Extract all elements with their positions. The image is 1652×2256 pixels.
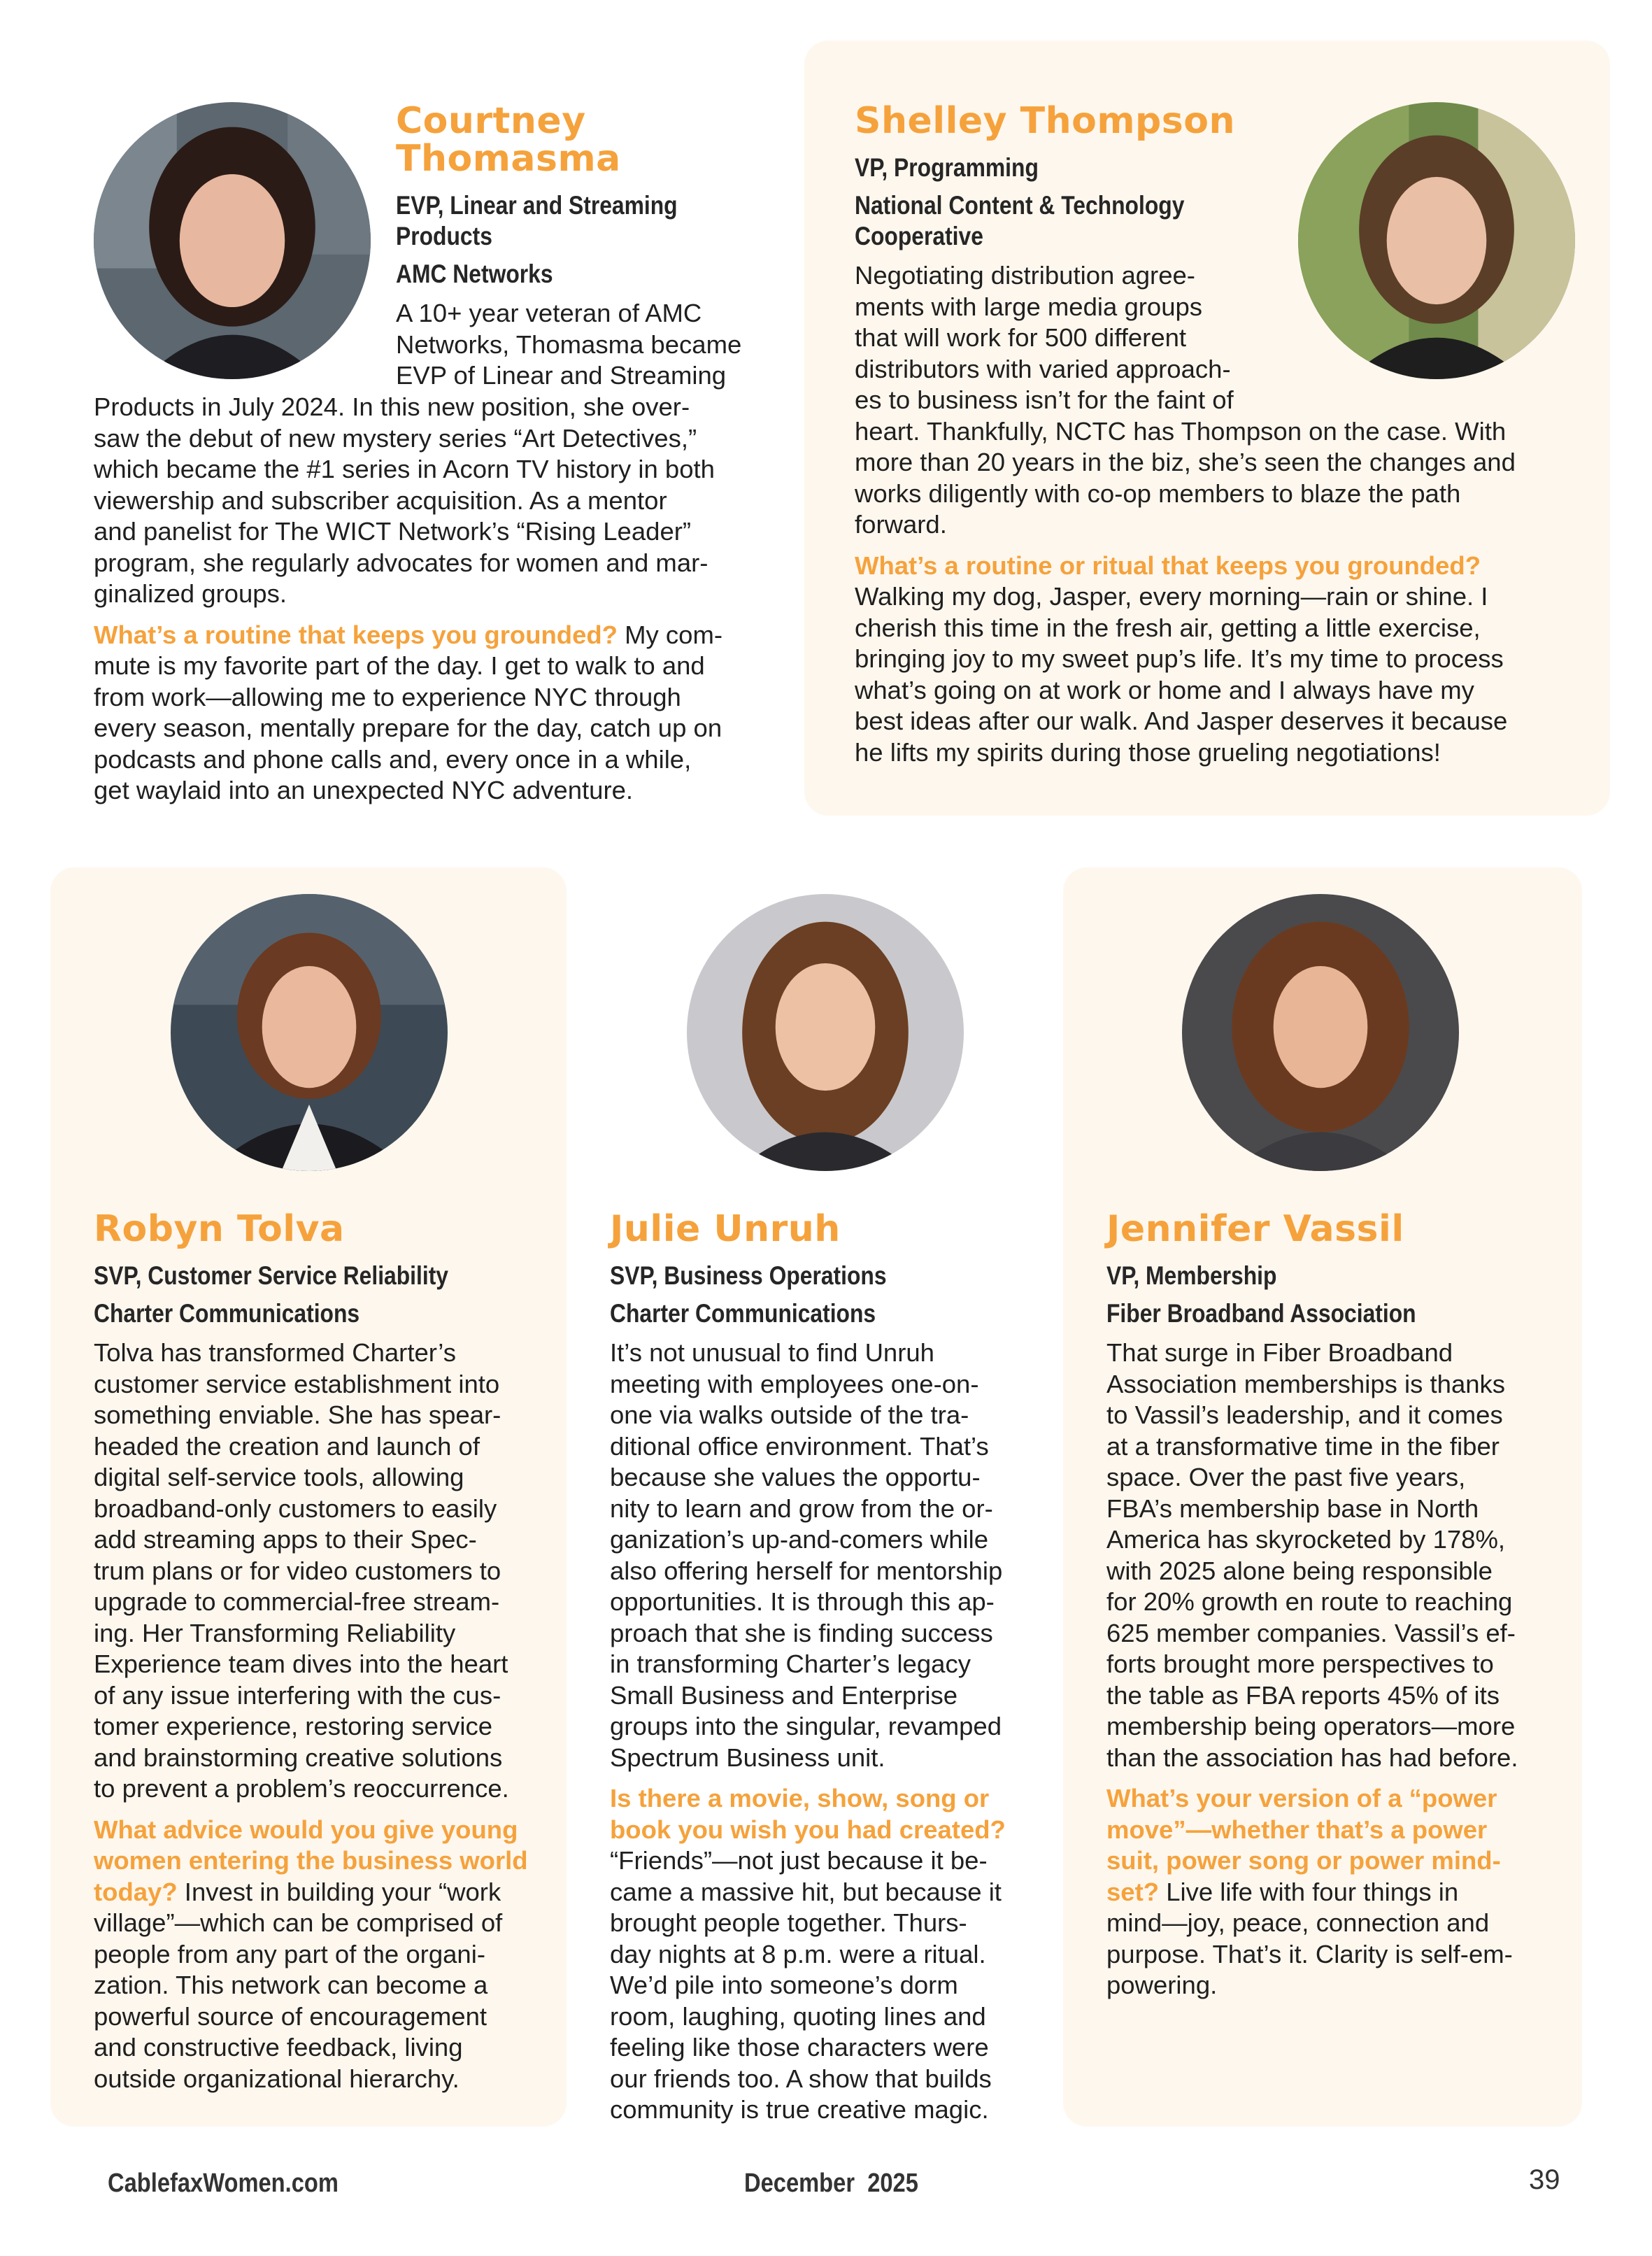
bio-line: saw the debut of new mystery series “Art Detectives,”	[94, 423, 697, 453]
bio-line: ginalized groups.	[94, 579, 287, 608]
job-title-line-1: VP, Programming	[855, 153, 1039, 182]
bio-line: forward.	[855, 510, 947, 539]
question-text: What’s a routine that keeps you grounded?	[94, 620, 618, 649]
bio-line: Products in July 2024. In this new position, she over-	[94, 392, 690, 421]
company-name: Fiber Broadband Association	[1106, 1299, 1416, 1328]
bio-line: something enviable. She has spear-	[94, 1400, 501, 1429]
bio-robyn	[94, 1338, 528, 2094]
answer-line: podcasts and phone calls and, every once in a while,	[94, 744, 692, 774]
bio-line: ing. Her Transforming Reliability	[94, 1618, 456, 1647]
answer-line: brought people together. Thurs-	[610, 1908, 967, 1937]
answer-line: our friends too. A show that builds	[610, 2064, 992, 2093]
question-line: suit, power song or power mind-	[1106, 1846, 1501, 1875]
bio-line: forts brought more perspectives to	[1106, 1650, 1494, 1678]
answer-line: village”—which can be comprised of	[94, 1908, 503, 1937]
bio-line: 625 member companies. Vassil’s ef-	[1106, 1618, 1516, 1647]
bio-line: trum plans or for video customers to	[94, 1556, 501, 1585]
answer-line: powering.	[1106, 1971, 1218, 1999]
bio-line: FBA’s membership base in North	[1106, 1494, 1479, 1523]
bio-line: and brainstorming creative solutions	[94, 1743, 503, 1772]
job-title-line-1: VP, Membership	[1106, 1261, 1277, 1290]
bio-line: ditional office environment. That’s	[610, 1431, 989, 1461]
bio-line: which became the #1 series in Acorn TV history in both	[94, 455, 715, 483]
portrait-julie-image	[687, 894, 964, 1171]
bio-line: Negotiating distribution agree-	[855, 261, 1195, 290]
bio-line: It’s not unusual to find Unruh	[610, 1338, 934, 1367]
answer-line: came a massive hit, but because it	[610, 1877, 1002, 1906]
bio-line: broadband-only customers to easily	[94, 1494, 497, 1523]
bio-line: add streaming apps to their Spec-	[94, 1525, 477, 1554]
answer-line: from work—allowing me to experience NYC through	[94, 682, 681, 711]
bio-bottom-courtney	[94, 392, 722, 807]
bio-line: one via walks outside of the tra-	[610, 1400, 969, 1429]
portrait-robyn-tolva	[171, 894, 448, 1171]
bio-line: at a transformative time in the fiber	[1106, 1431, 1500, 1461]
company-name: Charter Communications	[610, 1299, 876, 1328]
answer-line: get waylaid into an unexpected NYC adventure.	[94, 776, 634, 804]
answer-line: room, laughing, quoting lines and	[610, 2001, 986, 2031]
bio-line: Experience team dives into the heart	[94, 1650, 508, 1678]
bio-line: to Vassil’s leadership, and it comes	[1106, 1400, 1503, 1429]
bio-line: Networks, Thomasma became	[396, 329, 742, 359]
title-block-shelley	[855, 152, 1238, 252]
job-title-line-2: Products	[396, 222, 492, 250]
bio-line: EVP of Linear and Streaming	[396, 361, 727, 390]
bio-julie	[610, 1338, 1006, 2126]
bio-line: membership being operators—more	[1106, 1712, 1516, 1740]
bio-line: A 10+ year veteran of AMC	[396, 299, 702, 327]
answer-line: community is true creative magic.	[610, 2095, 989, 2124]
bio-line: works diligently with co-op members to blaze the path	[855, 478, 1461, 508]
bio-line: in transforming Charter’s legacy	[610, 1650, 971, 1678]
bio-line: es to business isn’t for the faint of	[855, 385, 1234, 414]
question-line: set?	[1106, 1877, 1160, 1906]
company-name-line-1: National Content & Technology	[855, 191, 1185, 220]
company-name: Charter Communications	[94, 1299, 360, 1328]
bio-line: space. Over the past five years,	[1106, 1463, 1466, 1491]
bio-line: meeting with employees one-on-	[610, 1369, 979, 1398]
bio-line: distributors with varied approach-	[855, 354, 1231, 383]
answer-line: zation. This network can become a	[94, 1971, 488, 1999]
portrait-courtney-image	[94, 102, 371, 379]
answer-line: purpose. That’s it. Clarity is self-em-	[1106, 1939, 1513, 1968]
portrait-jennifer-image	[1182, 894, 1459, 1171]
job-title-line-1: SVP, Customer Service Reliability	[94, 1261, 448, 1290]
bio-line: Small Business and Enterprise	[610, 1680, 958, 1710]
name-robyn-tolva: Robyn Tolva	[94, 1208, 345, 1250]
answer-text: Live life with four things in	[1159, 1877, 1459, 1906]
answer-line: every season, mentally prepare for the day, catch up on	[94, 714, 722, 742]
company-name: AMC Networks	[396, 260, 553, 288]
answer-line: mute is my favorite part of the day. I get to walk to and	[94, 651, 705, 680]
page-number: 39	[1529, 2164, 1560, 2195]
job-title-line-1: EVP, Linear and Streaming	[396, 191, 678, 220]
answer-line: cherish this time in the fresh air, getting a little exercise,	[855, 613, 1481, 642]
bio-line: program, she regularly advocates for women and mar-	[94, 548, 708, 577]
bio-line: proach that she is finding success	[610, 1618, 993, 1647]
answer-line: “Friends”—not just because it be-	[610, 1846, 988, 1875]
bio-line: customer service establishment into	[94, 1369, 500, 1398]
name-julie-unruh: Julie Unruh	[610, 1208, 841, 1250]
answer-line: and constructive feedback, living	[94, 2033, 463, 2062]
company-name-line-2: Cooperative	[855, 222, 983, 250]
name-courtney-thomasma	[396, 102, 621, 178]
bio-line: with 2025 alone being responsible	[1106, 1556, 1493, 1585]
answer-line: day nights at 8 p.m. were a ritual.	[610, 1939, 986, 1968]
bio-line: headed the creation and launch of	[94, 1431, 480, 1461]
bio-line: upgrade to commercial-free stream-	[94, 1587, 500, 1616]
question-line: today?	[94, 1877, 178, 1906]
footer-site: CablefaxWomen.com	[108, 2169, 339, 2198]
bio-line: to prevent a problem’s reoccurrence.	[94, 1774, 509, 1803]
bio-line: for 20% growth en route to reaching	[1106, 1587, 1513, 1616]
title-block-julie	[610, 1261, 932, 1329]
bio-line: ments with large media groups	[855, 292, 1203, 321]
bio-line: nity to learn and grow from the or-	[610, 1494, 993, 1523]
name-shelley-thompson: Shelley Thompson	[855, 100, 1235, 142]
bio-top-courtney	[396, 298, 741, 392]
answer-text: Invest in building your “work	[177, 1877, 501, 1906]
job-title-line-1: SVP, Business Operations	[610, 1261, 887, 1290]
question-line: Is there a movie, show, song or	[610, 1784, 990, 1812]
answer-text: My com-	[617, 620, 723, 649]
portrait-courtney-thomasma	[94, 102, 371, 379]
answer-line: Walking my dog, Jasper, every morning—rain or shine. I	[855, 582, 1488, 611]
bio-line: groups into the singular, revamped	[610, 1712, 1002, 1740]
bio-line: digital self-service tools, allowing	[94, 1463, 464, 1491]
bio-line: That surge in Fiber Broadband	[1106, 1338, 1453, 1367]
bio-line: ganization’s up-and-comers while	[610, 1525, 989, 1554]
bio-line: because she values the opportu-	[610, 1463, 981, 1491]
bio-line: that will work for 500 different	[855, 323, 1187, 352]
answer-line: bringing joy to my sweet pup’s life. It’s my time to process	[855, 644, 1504, 673]
title-block-jennifer	[1106, 1261, 1467, 1329]
portrait-robyn-image	[171, 894, 448, 1171]
bio-line: Association memberships is thanks	[1106, 1369, 1506, 1398]
name-jennifer-vassil: Jennifer Vassil	[1106, 1208, 1404, 1250]
portrait-julie-unruh	[687, 894, 964, 1171]
question-line: book you wish you had created?	[610, 1815, 1006, 1844]
question-line: What advice would you give young	[94, 1815, 518, 1844]
bio-line: the table as FBA reports 45% of its	[1106, 1680, 1500, 1710]
bio-line: viewership and subscriber acquisition. As a mentor	[94, 485, 667, 515]
bio-line: more than 20 years in the biz, she’s seen the changes and	[855, 448, 1516, 476]
bio-jennifer	[1106, 1338, 1518, 2001]
bio-line: tomer experience, restoring service	[94, 1712, 493, 1740]
footer-date: December 2025	[744, 2169, 918, 2198]
answer-line: powerful source of encouragement	[94, 2001, 487, 2031]
bio-line: Spectrum Business unit.	[610, 1743, 885, 1772]
bio-line: also offering herself for mentorship	[610, 1556, 1003, 1585]
answer-line: what’s going on at work or home and I always have my	[855, 675, 1474, 704]
answer-line: best ideas after our walk. And Jasper deserves it because	[855, 707, 1508, 735]
question-line: What’s your version of a “power	[1106, 1784, 1497, 1812]
answer-line: he lifts my spirits during those grueling negotiations!	[855, 737, 1441, 767]
title-block-courtney	[396, 190, 723, 290]
title-block-robyn	[94, 1261, 506, 1329]
bio-line: and panelist for The WICT Network’s “Rising Leader”	[94, 517, 692, 546]
bio-line: opportunities. It is through this ap-	[610, 1587, 995, 1616]
bio-line: than the association has had before.	[1106, 1743, 1518, 1772]
name-line-2: Thomasma	[396, 138, 621, 180]
answer-line: We’d pile into someone’s dorm	[610, 1971, 958, 1999]
portrait-jennifer-vassil	[1182, 894, 1459, 1171]
question-line: move”—whether that’s a power	[1106, 1815, 1488, 1844]
question-text: What’s a routine or ritual that keeps you grounded?	[855, 551, 1481, 580]
name-line-1: Courtney	[396, 100, 586, 142]
answer-line: feeling like those characters were	[610, 2033, 989, 2062]
bio-line: heart. Thankfully, NCTC has Thompson on the case. With	[855, 416, 1507, 446]
answer-line: people from any part of the organi-	[94, 1939, 485, 1968]
answer-line: outside organizational hierarchy.	[94, 2064, 460, 2093]
bio-shelley	[855, 260, 1516, 768]
bio-line: America has skyrocketed by 178%,	[1106, 1525, 1506, 1554]
bio-line: of any issue interfering with the cus-	[94, 1680, 501, 1710]
bio-line: Tolva has transformed Charter’s	[94, 1338, 456, 1367]
question-line: women entering the business world	[94, 1846, 528, 1875]
answer-line: mind—joy, peace, connection and	[1106, 1908, 1490, 1937]
